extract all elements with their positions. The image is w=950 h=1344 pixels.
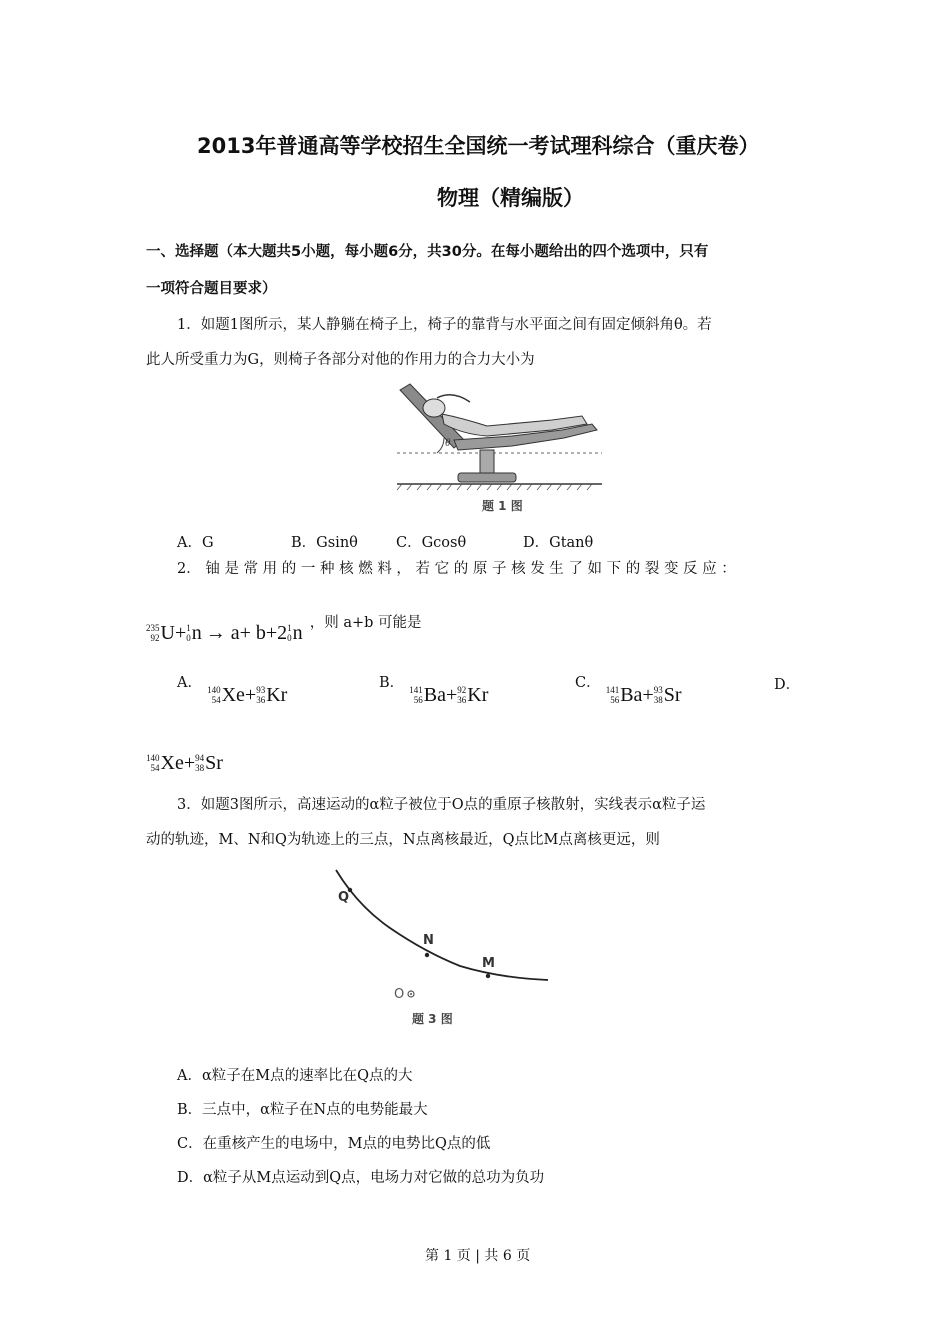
point-n-marker (425, 953, 429, 957)
point-n-label: N (423, 933, 434, 948)
q2-text-line1: 2． 铀 是 常 用 的 一 种 核 燃 料 ， 若 它 的 原 子 核 发 生 了 如 下 的 裂 变 反 应 ： (177, 561, 736, 577)
q2-option-d: 140 54 Xe+ 94 38 Sr (146, 751, 223, 774)
page-footer: 第 1 页 | 共 6 页 (425, 1248, 531, 1264)
page-subtitle: 物理（精编版） (437, 186, 584, 210)
q2-option-b: B． 141 56 Ba+ 92 36 Kr (379, 675, 489, 706)
q3-text-line2: 动的轨迹，M、N和Q为轨迹上的三点，N点离核最近，Q点比M点离核更远，则 (146, 832, 660, 848)
q1-figure-chair (392, 378, 607, 518)
q1-figure-caption: 题 1 图 (482, 499, 523, 513)
q1-text-line2: 此人所受重力为G，则椅子各部分对他的作用力的合力大小为 (146, 352, 535, 368)
q3-option-a: A．α粒子在M点的速率比在Q点的大 (177, 1068, 413, 1084)
theta-label: θ (445, 437, 451, 449)
q3-figure-trajectory (330, 866, 555, 1031)
chair-base (458, 473, 516, 482)
point-o-label: O (394, 987, 405, 1002)
q1-option-c: C．Gcosθ (396, 535, 467, 551)
q2-option-d-label: D． (774, 677, 801, 693)
q3-option-c: C．在重核产生的电场中，M点的电势比Q点的低 (177, 1136, 491, 1152)
q1-text-line1: 1．如题1图所示，某人静躺在椅子上，椅子的靠背与水平面之间有固定倾斜角θ。若 (177, 317, 712, 333)
q3-option-d: D．α粒子从M点运动到Q点，电场力对它做的总功为负功 (177, 1170, 545, 1186)
point-m-marker (486, 974, 490, 978)
chair-pedestal (480, 450, 494, 476)
point-m-label: M (482, 956, 495, 971)
q1-option-b: B．Gsinθ (291, 535, 358, 551)
q3-text-line1: 3．如题3图所示，高速运动的α粒子被位于O点的重原子核散射，实线表示α粒子运 (177, 797, 706, 813)
q2-option-a: A． 140 54 Xe+ 93 36 Kr (177, 675, 288, 706)
section-heading-line2: 一项符合题目要求） (146, 281, 277, 297)
q3-option-b: B．三点中，α粒子在N点的电势能最大 (177, 1102, 428, 1118)
alpha-trajectory (336, 870, 548, 980)
person-arm (437, 395, 470, 402)
q1-option-a: A．G (177, 535, 214, 551)
section-heading-line1: 一、选择题（本大题共5小题，每小题6分，共30分。在每小题给出的四个选项中，只有 (146, 244, 709, 260)
q1-option-d: D．Gtanθ (523, 535, 594, 551)
q2-option-c: C． 141 56 Ba+ 93 38 Sr (575, 675, 682, 706)
point-q-label: Q (338, 890, 350, 905)
q2-reaction-equation: 235 92 U+ 1 0 n → a+ b+2 1 0 n ，则 a+b 可能是 (146, 615, 422, 644)
page-title: 2013年普通高等学校招生全国统一考试理科综合（重庆卷） (197, 134, 760, 158)
q3-figure-caption: 题 3 图 (412, 1012, 453, 1026)
